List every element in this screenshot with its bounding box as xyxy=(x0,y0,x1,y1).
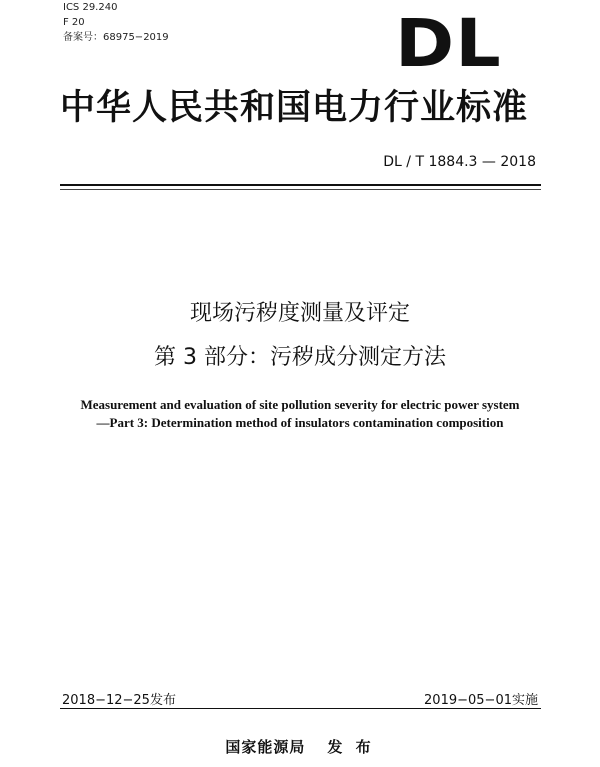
title-en-line1: Measurement and evaluation of site pollution severity for electric power system xyxy=(80,397,520,412)
title-cn-line2: 第 3 部分：污秽成分测定方法 xyxy=(154,345,446,370)
issuer-org: 国家能源局 xyxy=(225,738,306,756)
title-en-line2: —Part 3: Determination method of insulators contamination composition xyxy=(96,415,504,430)
classification-code: F 20 xyxy=(63,17,85,28)
header-rule xyxy=(60,184,541,190)
footer-rule xyxy=(60,708,541,709)
effective-date: 2019−05−01实施 xyxy=(424,693,538,708)
ics-code: ICS 29.240 xyxy=(63,2,118,13)
dl-logo: DL xyxy=(395,5,502,82)
issue-date: 2018−12−25发布 xyxy=(62,693,176,708)
issuer-action: 发 布 xyxy=(327,738,375,756)
standard-code: DL / T 1884.3 — 2018 xyxy=(383,154,536,170)
issuer xyxy=(0,736,600,757)
document-meta xyxy=(63,0,169,45)
record-number: 备案号：68975−2019 xyxy=(63,32,169,43)
standard-title: 中华人民共和国电力行业标准 xyxy=(60,87,529,128)
title-cn-line1: 现场污秽度测量及评定 xyxy=(189,301,410,326)
